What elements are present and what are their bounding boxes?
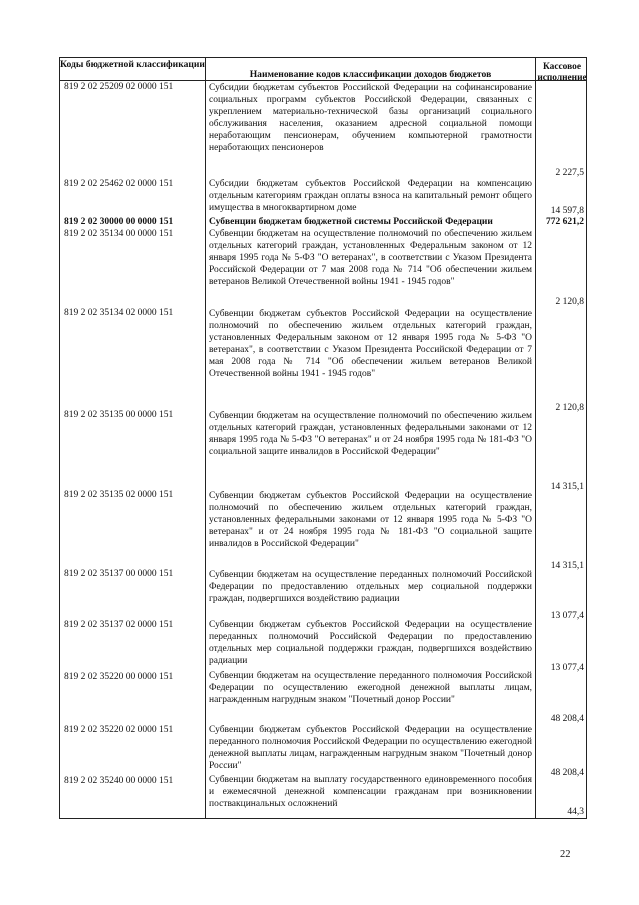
- row-text: Субвенции бюджетам на осуществление полномочий по обеспечению жильем отдельных категорий граждан, установленных Федеральным законом от 12 января 1995 года № 5-ФЗ "О ветеранах", в соответствии с Указом Президента Российской Федерации от 7 мая 2008 года № 714 "Об обеспечении жильем ветеранов Великой Отечественной войны 1941 - 1945 годов": [209, 229, 532, 287]
- row-amount: 48 208,4: [550, 768, 584, 778]
- header-name: Наименование кодов классификации доходов бюджетов: [249, 69, 492, 80]
- row-text: Субвенции бюджетам субъектов Российской Федерации на осуществление переданных полномочий Российской Федерации по предоставлению отдельных мер социальной поддержки граждан, подвергшихся воздействию радиации: [209, 620, 532, 666]
- row-amount: 48 208,4: [550, 714, 584, 724]
- row-amount: 14 315,1: [550, 482, 584, 492]
- row-text: Субвенции бюджетам на осуществление полномочий по обеспечению жильем отдельных категорий граждан, установленных федеральными законами от 12 января 1995 года № 5-ФЗ "О ветеранах" и от 24 ноября 1995 года № 181-ФЗ "О социальной защите инвалидов в Российской Федерации": [209, 411, 532, 457]
- row-amount: 2 227,5: [555, 168, 584, 178]
- row-code: 819 2 02 25209 02 0000 151: [64, 82, 174, 92]
- row-text: Субвенции бюджетам бюджетной системы Российской Федерации: [209, 217, 493, 227]
- row-code: 819 2 02 35134 02 0000 151: [64, 308, 174, 318]
- row-text: Субвенции бюджетам субъектов Российской Федерации на осуществление полномочий по обеспечению жильем отдельных категорий граждан, установленных федеральными законами от 12 января 1995 года № 5-ФЗ "О ветеранах" и от 24 ноября 1995 года № 181-ФЗ "О социальной защите инвалидов в Российской Федерации": [209, 491, 532, 549]
- column-divider: [205, 58, 206, 818]
- page-number: 22: [560, 849, 571, 860]
- row-amount: 44,3: [567, 807, 584, 817]
- row-text: Субвенции бюджетам на осуществление переданного полномочия Российской Федерации по осуществлению ежегодной денежной выплаты лицам, награжденным нагрудным знаком "Почетный донор России": [209, 671, 532, 705]
- row-amount: 14 597,8: [550, 206, 584, 216]
- row-code: 819 2 02 35220 00 0000 151: [64, 672, 174, 682]
- row-code: 819 2 02 35134 00 0000 151: [64, 229, 174, 239]
- row-code: 819 2 02 30000 00 0000 151: [64, 217, 174, 227]
- header-divider: [60, 80, 586, 81]
- row-text: Субсидии бюджетам субъектов Российской Федерации на компенсацию отдельным категориям граждан оплаты взноса на капитальный ремонт общего имущества в многоквартирном доме: [209, 179, 532, 213]
- row-code: 819 2 02 35137 00 0000 151: [64, 569, 174, 579]
- row-amount: 14 315,1: [550, 561, 584, 571]
- row-text: Субвенции бюджетам на осуществление переданных полномочий Российской Федерации по предоставлению отдельных мер социальной поддержки граждан, подвергшихся воздействию радиации: [209, 570, 532, 604]
- row-code: 819 2 02 35240 00 0000 151: [64, 776, 174, 786]
- row-text: Субвенции бюджетам субъектов Российской Федерации на осуществление полномочий по обеспечению жильем отдельных категорий граждан, установленных Федеральным законом от 12 января 1995 года № 5-ФЗ "О ветеранах", в соответствии с Указом Президента Российской Федерации от 7 мая 2008 года № 714 "Об обеспечении жильем ветеранов Великой Отечественной войны 1941 - 1945 годов": [209, 309, 532, 379]
- row-text: Субвенции бюджетам субъектов Российской Федерации на осуществление переданного полномочия Российской Федерации по осуществлению ежегодной денежной выплаты лицам, награжденным нагрудным знаком "Почетный донор России": [209, 725, 532, 771]
- row-code: 819 2 02 25462 02 0000 151: [64, 179, 174, 189]
- budget-table: [59, 57, 587, 819]
- row-text: Субвенции бюджетам на выплату государственного единовременного пособия и ежемесячной денежной компенсации гражданам при возникновении поствакцинальных осложнений: [209, 775, 532, 809]
- row-code: 819 2 02 35135 00 0000 151: [64, 410, 174, 420]
- header-codes: Коды бюджетной классификации: [60, 59, 205, 70]
- row-amount: 2 120,8: [555, 297, 584, 307]
- header-amount: Кассовое исполнение: [537, 62, 587, 83]
- row-code: 819 2 02 35220 02 0000 151: [64, 725, 174, 735]
- column-divider: [535, 58, 536, 818]
- row-code: 819 2 02 35137 02 0000 151: [64, 620, 174, 630]
- row-amount: 13 077,4: [550, 611, 584, 621]
- row-amount: 2 120,8: [555, 403, 584, 413]
- row-text: Субсидии бюджетам субъектов Российской Федерации на софинансирование социальных программ субъектов Российской Федерации, связанных с укреплением материально-технической базы организаций социального обслуживания населения, оказанием адресной социальной помощи неработающим пенсионерам, обучением компьютерной грамотности неработающих пенсионеров: [209, 83, 532, 153]
- row-code: 819 2 02 35135 02 0000 151: [64, 490, 174, 500]
- row-amount: 772 621,2: [546, 217, 584, 227]
- row-amount: 13 077,4: [550, 663, 584, 673]
